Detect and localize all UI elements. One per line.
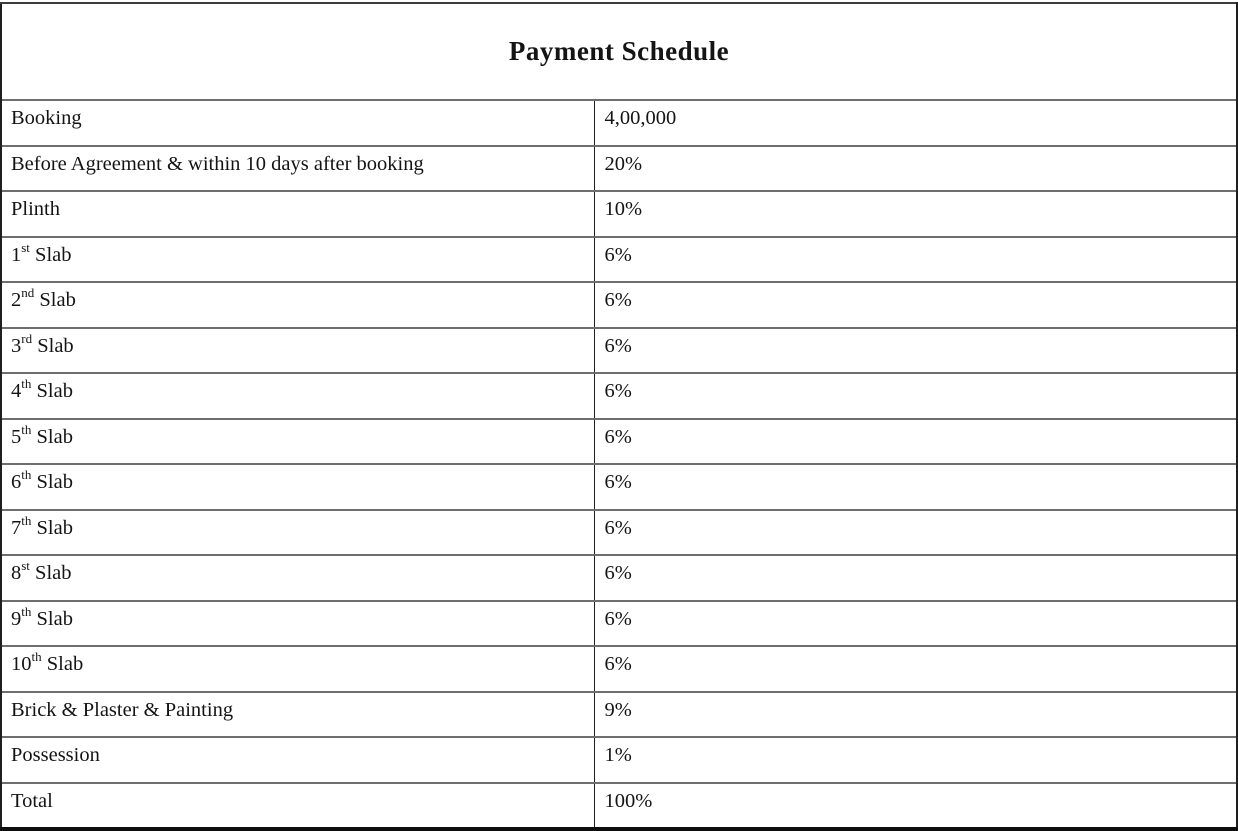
value-cell: 6% — [594, 373, 1237, 419]
milestone-label: Total — [11, 789, 53, 812]
ordinal-suffix: th — [31, 649, 42, 665]
milestone-label: 7 — [11, 516, 22, 539]
milestone-label: 3 — [11, 334, 22, 357]
value-cell: 20% — [594, 146, 1237, 192]
milestone-label: 9 — [11, 607, 22, 630]
milestone-label-rest: Slab — [34, 289, 76, 311]
table-row — [1, 100, 1237, 146]
milestone-label-rest: Slab — [31, 380, 73, 402]
ordinal-suffix: th — [21, 467, 32, 483]
milestone-label-rest: Slab — [41, 653, 84, 675]
value-cell: 6% — [594, 328, 1237, 374]
value-cell: 9% — [594, 692, 1237, 738]
table-row — [1, 737, 1237, 783]
document-page — [0, 2, 1236, 812]
milestone-cell — [1, 100, 594, 146]
milestone-cell — [1, 510, 594, 556]
table-row — [1, 464, 1237, 510]
table-row — [1, 419, 1237, 465]
table-body — [1, 100, 1237, 829]
table-row — [1, 282, 1237, 328]
milestone-cell — [1, 646, 594, 692]
milestone-cell — [1, 191, 594, 237]
ordinal-suffix: th — [21, 421, 32, 437]
value-cell: 10% — [594, 191, 1237, 237]
table-row — [1, 191, 1237, 237]
value-cell: 100% — [594, 783, 1237, 830]
value-cell: 6% — [594, 419, 1237, 465]
table-row — [1, 555, 1237, 601]
value-cell: 6% — [594, 510, 1237, 556]
milestone-label: 8 — [11, 562, 22, 584]
milestone-cell — [1, 282, 594, 328]
ordinal-suffix: th — [21, 376, 32, 392]
milestone-cell — [1, 328, 594, 374]
milestone-label-rest: Slab — [31, 516, 73, 539]
milestone-label: Possession — [11, 744, 100, 766]
value-cell: 1% — [594, 737, 1237, 783]
milestone-label: Booking — [11, 107, 82, 129]
milestone-label: 6 — [11, 471, 22, 493]
title-row — [1, 3, 1237, 100]
value-cell: 6% — [594, 237, 1237, 283]
milestone-cell — [1, 783, 594, 830]
milestone-cell — [1, 555, 594, 601]
milestone-label: Plinth — [11, 198, 60, 220]
ordinal-suffix: st — [21, 239, 30, 255]
table-row — [1, 601, 1237, 647]
table-row — [1, 783, 1237, 830]
value-cell: 6% — [594, 555, 1237, 601]
milestone-cell — [1, 146, 594, 192]
milestone-cell — [1, 737, 594, 783]
table-row — [1, 328, 1237, 374]
milestone-label-rest: Slab — [29, 562, 72, 584]
payment-schedule-table — [0, 2, 1238, 831]
ordinal-suffix: th — [21, 603, 32, 619]
milestone-cell — [1, 373, 594, 419]
milestone-label-rest: Slab — [32, 334, 74, 357]
milestone-label: Before Agreement & within 10 days after booking — [11, 152, 424, 175]
milestone-label: 5 — [11, 425, 22, 448]
milestone-label-rest: Slab — [31, 425, 73, 448]
milestone-label: 2 — [11, 289, 22, 311]
value-cell: 4,00,000 — [594, 100, 1237, 146]
milestone-label: 4 — [11, 380, 22, 402]
table-row — [1, 146, 1237, 192]
ordinal-suffix: th — [21, 512, 32, 528]
milestone-label-rest: Slab — [31, 471, 73, 493]
table-row — [1, 646, 1237, 692]
milestone-label: 1 — [11, 243, 22, 266]
title-cell — [1, 3, 1237, 100]
ordinal-suffix: nd — [21, 285, 35, 301]
milestone-label-rest: Slab — [31, 607, 73, 630]
milestone-label: 10 — [11, 653, 32, 675]
milestone-cell — [1, 464, 594, 510]
milestone-cell — [1, 419, 594, 465]
ordinal-suffix: st — [21, 558, 30, 574]
value-cell: 6% — [594, 464, 1237, 510]
value-cell: 6% — [594, 646, 1237, 692]
milestone-label-rest: Slab — [29, 243, 72, 266]
table-row — [1, 373, 1237, 419]
milestone-cell — [1, 692, 594, 738]
ordinal-suffix: rd — [21, 330, 33, 346]
table-row — [1, 510, 1237, 556]
table-row — [1, 692, 1237, 738]
table-row — [1, 237, 1237, 283]
value-cell: 6% — [594, 282, 1237, 328]
page-title: Payment Schedule — [508, 36, 730, 66]
milestone-cell — [1, 237, 594, 283]
milestone-label: Brick & Plaster & Painting — [11, 698, 234, 721]
value-cell: 6% — [594, 601, 1237, 647]
milestone-cell — [1, 601, 594, 647]
